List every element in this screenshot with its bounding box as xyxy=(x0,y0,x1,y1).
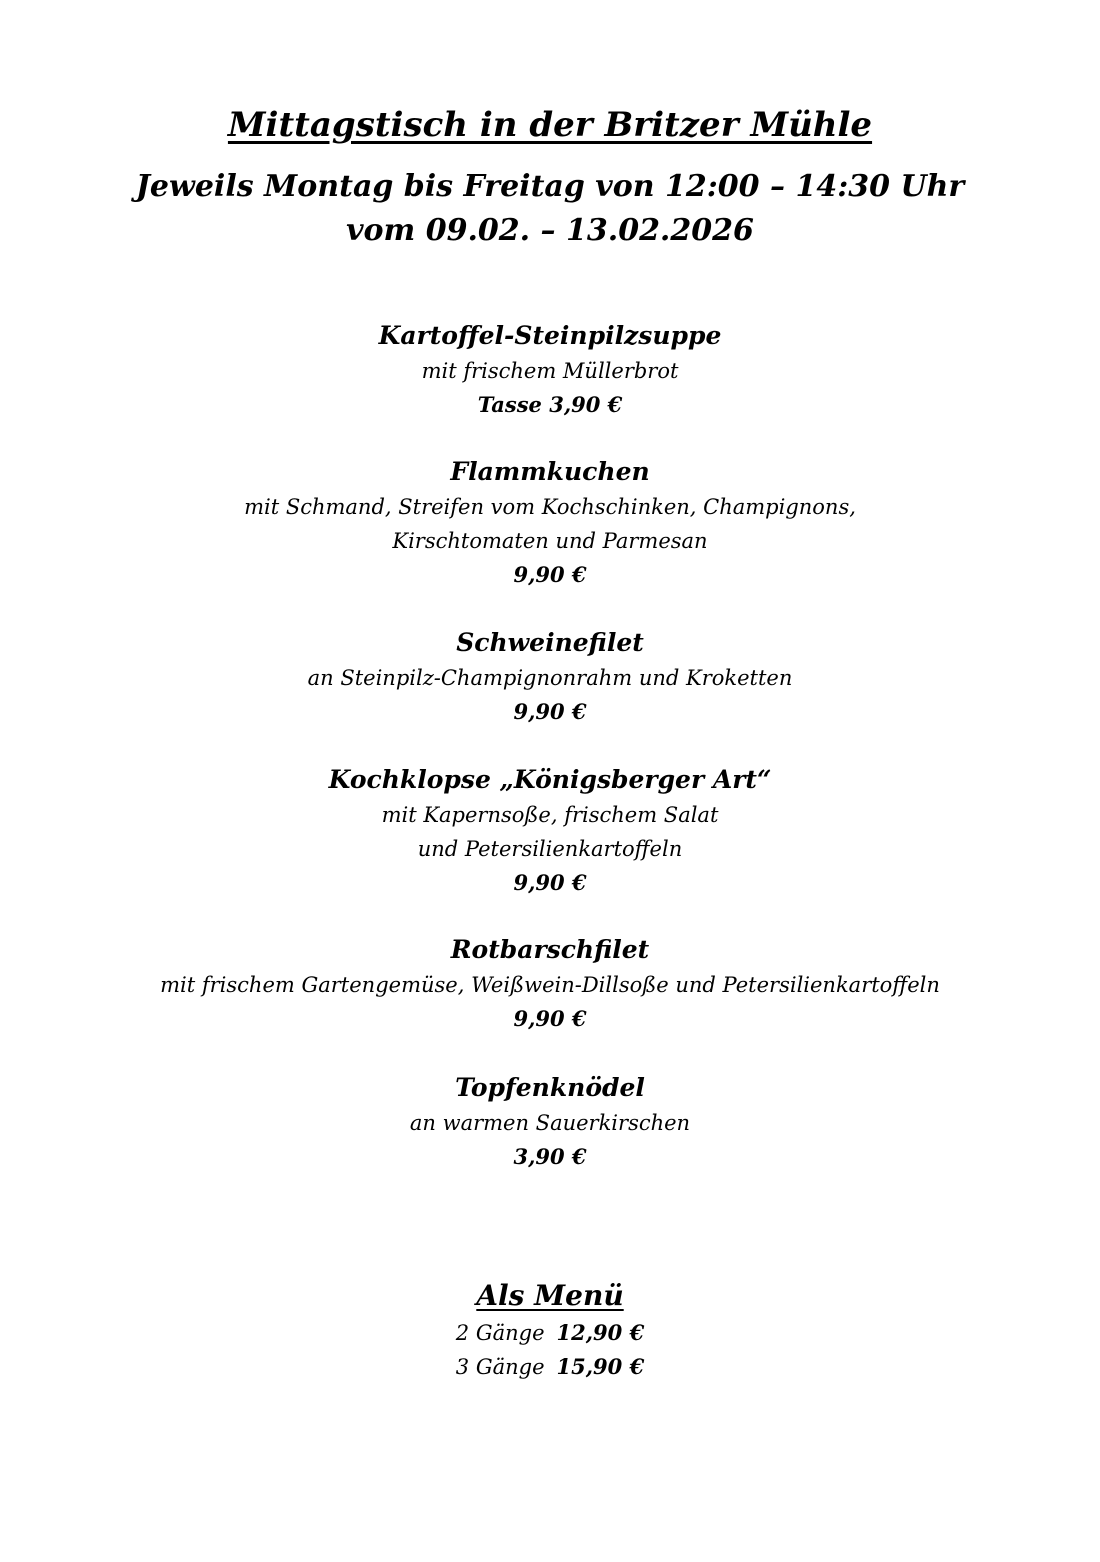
dish-name: Topfenknödel xyxy=(455,1073,645,1102)
opening-hours: Jeweils Montag bis Freitag von 12:00 – 14:30 Uhr xyxy=(135,169,965,204)
dish-item xyxy=(0,762,1100,900)
menu-option xyxy=(0,1350,1100,1384)
dish-description: Kirschtomaten und Parmesan xyxy=(392,529,708,553)
dish-description: an warmen Sauerkirschen xyxy=(409,1111,691,1135)
dish-description: mit frischem Müllerbrot xyxy=(421,359,679,383)
dish-item xyxy=(0,932,1100,1036)
dish-item xyxy=(0,625,1100,729)
dish-price: 3,90 € xyxy=(513,1144,587,1169)
dish-item xyxy=(0,454,1100,592)
dish-description: und Petersilienkartoffeln xyxy=(417,837,683,861)
menu-option xyxy=(0,1316,1100,1350)
menu-option-label: 2 Gänge xyxy=(455,1321,545,1345)
dish-price: 9,90 € xyxy=(513,1006,587,1031)
date-range: vom 09.02. – 13.02.2026 xyxy=(346,213,754,248)
dish-description: an Steinpilz-Champignonrahm und Kroketten xyxy=(307,666,793,690)
dish-description: mit Kapernsoße, frischem Salat xyxy=(381,803,719,827)
dish-name: Kartoffel-Steinpilzsuppe xyxy=(378,321,722,350)
dish-item xyxy=(0,1070,1100,1174)
dish-item xyxy=(0,318,1100,422)
dish-price: Tasse 3,90 € xyxy=(477,392,623,417)
menu-option-label: 3 Gänge xyxy=(455,1355,545,1379)
dish-price: 9,90 € xyxy=(513,870,587,895)
menu-heading: Als Menü xyxy=(476,1279,624,1312)
dish-name: Kochklopse „Königsberger Art“ xyxy=(328,765,772,794)
dish-description: mit frischem Gartengemüse, Weißwein-Dillsoße und Petersilienkartoffeln xyxy=(160,973,940,997)
menu-option-price: 12,90 € xyxy=(556,1320,645,1345)
menu-option-price: 15,90 € xyxy=(556,1354,645,1379)
dish-description: mit Schmand, Streifen vom Kochschinken, Champignons, xyxy=(244,495,856,519)
page-title: Mittagstisch in der Britzer Mühle xyxy=(227,105,873,145)
dish-price: 9,90 € xyxy=(513,562,587,587)
dish-name: Schweinefilet xyxy=(456,628,644,657)
dish-price: 9,90 € xyxy=(513,699,587,724)
dish-name: Flammkuchen xyxy=(450,457,650,486)
dish-name: Rotbarschfilet xyxy=(450,935,650,964)
menu-options xyxy=(0,1276,1100,1384)
